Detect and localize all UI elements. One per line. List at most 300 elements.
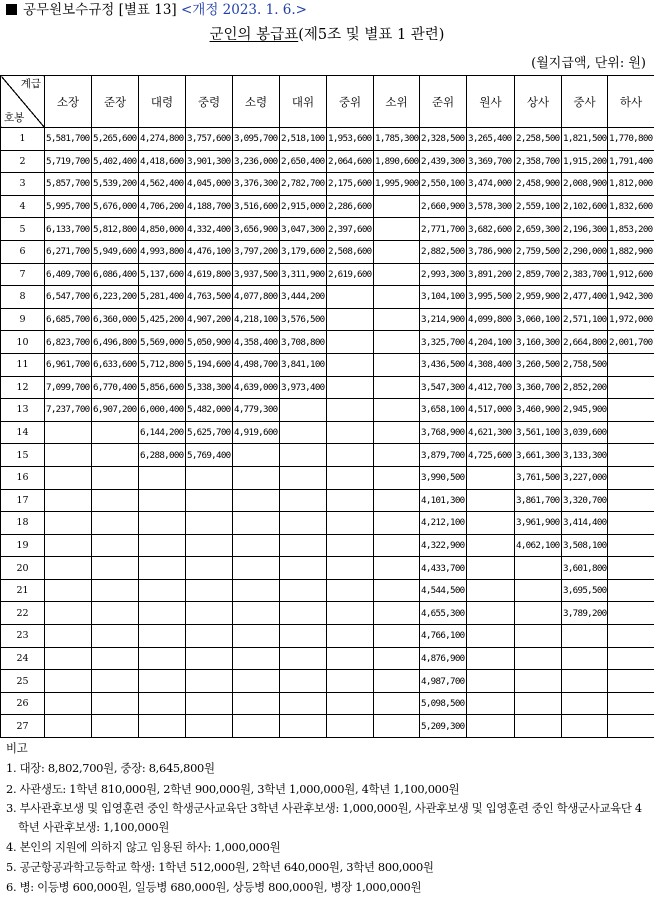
- salary-cell: 4,418,600: [139, 150, 186, 173]
- salary-cell: 3,227,000: [562, 466, 608, 489]
- salary-cell: 4,045,000: [186, 173, 233, 196]
- salary-cell: 2,993,300: [420, 263, 467, 286]
- salary-cell: [374, 670, 420, 693]
- table-row: [1, 579, 654, 602]
- salary-cell: 6,144,200: [139, 421, 186, 444]
- salary-cell: 1,953,600: [327, 128, 374, 151]
- salary-cell: 4,619,800: [186, 263, 233, 286]
- salary-cell: [515, 579, 562, 602]
- salary-cell: [327, 512, 374, 535]
- salary-cell: 4,101,300: [420, 489, 467, 512]
- salary-cell: 4,332,400: [186, 218, 233, 241]
- salary-cell: 2,286,600: [327, 195, 374, 218]
- salary-cell: 5,209,300: [420, 715, 467, 738]
- salary-cell: [186, 466, 233, 489]
- salary-cell: [374, 534, 420, 557]
- salary-cell: [467, 715, 515, 738]
- salary-cell: [186, 489, 233, 512]
- salary-cell: [186, 715, 233, 738]
- salary-cell: [280, 557, 327, 580]
- salary-cell: [562, 647, 608, 670]
- salary-cell: 3,547,300: [420, 376, 467, 399]
- column-header: 소령: [233, 76, 280, 128]
- table-row: [1, 670, 654, 693]
- step-number-cell: 1: [1, 128, 45, 151]
- salary-cell: [139, 534, 186, 557]
- salary-cell: 5,539,200: [92, 173, 139, 196]
- salary-cell: [92, 625, 139, 648]
- table-row: [1, 647, 654, 670]
- salary-cell: 3,995,500: [467, 286, 515, 309]
- salary-cell: 6,360,000: [92, 308, 139, 331]
- salary-cell: [280, 466, 327, 489]
- step-number-cell: 10: [1, 331, 45, 354]
- salary-cell: 2,550,100: [420, 173, 467, 196]
- table-row: [1, 399, 654, 422]
- salary-cell: 2,782,700: [280, 173, 327, 196]
- salary-cell: 4,639,000: [233, 376, 280, 399]
- salary-cell: 6,547,700: [45, 286, 92, 309]
- step-number-cell: 26: [1, 692, 45, 715]
- step-number-cell: 22: [1, 602, 45, 625]
- table-row: [1, 557, 654, 580]
- salary-cell: 3,160,300: [515, 331, 562, 354]
- salary-cell: 3,861,700: [515, 489, 562, 512]
- salary-cell: 5,338,300: [186, 376, 233, 399]
- salary-cell: 7,237,700: [45, 399, 92, 422]
- salary-cell: [374, 715, 420, 738]
- salary-cell: [233, 489, 280, 512]
- salary-cell: [327, 353, 374, 376]
- salary-cell: [233, 557, 280, 580]
- salary-cell: 3,325,700: [420, 331, 467, 354]
- step-number-cell: 16: [1, 466, 45, 489]
- salary-cell: 1,812,000: [608, 173, 654, 196]
- salary-cell: [374, 489, 420, 512]
- salary-cell: [608, 625, 654, 648]
- salary-cell: 4,544,500: [420, 579, 467, 602]
- salary-cell: 3,516,600: [233, 195, 280, 218]
- salary-cell: [92, 579, 139, 602]
- salary-cell: 2,859,700: [515, 263, 562, 286]
- salary-cell: [515, 692, 562, 715]
- salary-cell: 7,099,700: [45, 376, 92, 399]
- document-header: [6, 0, 307, 20]
- salary-cell: [608, 602, 654, 625]
- table-row: [1, 240, 654, 263]
- salary-cell: [45, 512, 92, 535]
- salary-cell: 3,060,100: [515, 308, 562, 331]
- salary-cell: [374, 263, 420, 286]
- salary-cell: [139, 489, 186, 512]
- salary-cell: [186, 670, 233, 693]
- salary-cell: [562, 670, 608, 693]
- salary-cell: 2,664,800: [562, 331, 608, 354]
- salary-cell: [233, 715, 280, 738]
- salary-cell: 4,993,800: [139, 240, 186, 263]
- salary-cell: [467, 512, 515, 535]
- salary-cell: [327, 670, 374, 693]
- salary-cell: 1,942,300: [608, 286, 654, 309]
- step-number-cell: 4: [1, 195, 45, 218]
- salary-cell: 1,995,900: [374, 173, 420, 196]
- salary-cell: 3,360,700: [515, 376, 562, 399]
- salary-cell: [608, 512, 654, 535]
- salary-cell: [186, 602, 233, 625]
- salary-cell: [467, 489, 515, 512]
- salary-cell: 4,412,700: [467, 376, 515, 399]
- salary-cell: [515, 557, 562, 580]
- salary-cell: 5,856,600: [139, 376, 186, 399]
- salary-cell: [92, 647, 139, 670]
- salary-cell: [467, 534, 515, 557]
- salary-cell: [327, 399, 374, 422]
- salary-cell: 3,601,800: [562, 557, 608, 580]
- salary-cell: [45, 557, 92, 580]
- salary-cell: [280, 489, 327, 512]
- table-row: [1, 263, 654, 286]
- salary-cell: 3,841,100: [280, 353, 327, 376]
- salary-cell: [374, 625, 420, 648]
- note-item: 6. 병: 이등병 600,000원, 일등병 680,000원, 상등병 800,000원, 병장 1,000,000원: [6, 877, 651, 897]
- salary-cell: 2,559,100: [515, 195, 562, 218]
- salary-cell: [233, 579, 280, 602]
- salary-cell: 5,098,500: [420, 692, 467, 715]
- salary-cell: [45, 444, 92, 467]
- salary-cell: [327, 534, 374, 557]
- salary-cell: [327, 466, 374, 489]
- note-item: 2. 사관생도: 1학년 810,000원, 2학년 900,000원, 3학년 1,000,000원, 4학년 1,100,000원: [6, 779, 651, 799]
- salary-cell: 6,086,400: [92, 263, 139, 286]
- salary-cell: [374, 376, 420, 399]
- salary-cell: [374, 353, 420, 376]
- table-row: [1, 195, 654, 218]
- salary-cell: 1,915,200: [562, 150, 608, 173]
- step-number-cell: 11: [1, 353, 45, 376]
- salary-cell: 2,882,500: [420, 240, 467, 263]
- salary-cell: [233, 647, 280, 670]
- salary-cell: 4,476,100: [186, 240, 233, 263]
- salary-cell: [280, 715, 327, 738]
- column-header: 중위: [327, 76, 374, 128]
- table-row: [1, 218, 654, 241]
- salary-cell: 4,919,600: [233, 421, 280, 444]
- table-corner-cell: [1, 76, 45, 128]
- salary-cell: [92, 489, 139, 512]
- salary-cell: 4,562,400: [139, 173, 186, 196]
- salary-cell: 3,265,400: [467, 128, 515, 151]
- salary-cell: 5,995,700: [45, 195, 92, 218]
- salary-cell: [186, 534, 233, 557]
- salary-cell: 1,882,900: [608, 240, 654, 263]
- salary-cell: 3,990,500: [420, 466, 467, 489]
- salary-cell: [608, 376, 654, 399]
- salary-cell: [233, 692, 280, 715]
- salary-cell: [467, 625, 515, 648]
- salary-cell: [92, 557, 139, 580]
- salary-cell: [45, 670, 92, 693]
- salary-cell: 6,288,000: [139, 444, 186, 467]
- salary-cell: [327, 647, 374, 670]
- salary-cell: 5,719,700: [45, 150, 92, 173]
- salary-cell: 4,766,100: [420, 625, 467, 648]
- salary-cell: [139, 602, 186, 625]
- salary-cell: 5,857,700: [45, 173, 92, 196]
- salary-cell: [374, 466, 420, 489]
- salary-cell: [139, 625, 186, 648]
- salary-cell: 2,915,000: [280, 195, 327, 218]
- salary-cell: [467, 692, 515, 715]
- salary-cell: [45, 579, 92, 602]
- table-row: [1, 353, 654, 376]
- step-number-cell: 8: [1, 286, 45, 309]
- salary-cell: 2,102,600: [562, 195, 608, 218]
- salary-cell: 6,685,700: [45, 308, 92, 331]
- salary-cell: [139, 579, 186, 602]
- salary-cell: 3,656,900: [233, 218, 280, 241]
- salary-cell: 4,322,900: [420, 534, 467, 557]
- step-number-cell: 5: [1, 218, 45, 241]
- salary-cell: 2,064,600: [327, 150, 374, 173]
- column-header: 하사: [608, 76, 654, 128]
- salary-cell: 5,949,600: [92, 240, 139, 263]
- salary-cell: [139, 557, 186, 580]
- salary-cell: 5,425,200: [139, 308, 186, 331]
- salary-cell: 3,561,100: [515, 421, 562, 444]
- salary-cell: 2,659,300: [515, 218, 562, 241]
- salary-cell: [608, 670, 654, 693]
- salary-cell: 1,791,400: [608, 150, 654, 173]
- salary-cell: 2,650,400: [280, 150, 327, 173]
- salary-cell: 3,369,700: [467, 150, 515, 173]
- step-number-cell: 17: [1, 489, 45, 512]
- step-number-cell: 15: [1, 444, 45, 467]
- salary-cell: [280, 399, 327, 422]
- black-square-bullet-icon: [6, 4, 17, 15]
- salary-cell: 5,769,400: [186, 444, 233, 467]
- table-row: [1, 128, 654, 151]
- salary-cell: [280, 625, 327, 648]
- salary-cell: 5,194,600: [186, 353, 233, 376]
- salary-cell: 3,658,100: [420, 399, 467, 422]
- step-number-cell: 20: [1, 557, 45, 580]
- salary-cell: 3,891,200: [467, 263, 515, 286]
- salary-cell: [374, 286, 420, 309]
- table-row: [1, 376, 654, 399]
- salary-cell: 2,383,700: [562, 263, 608, 286]
- salary-cell: 4,308,400: [467, 353, 515, 376]
- notes-section: [6, 738, 651, 898]
- salary-cell: 2,477,400: [562, 286, 608, 309]
- salary-cell: [92, 466, 139, 489]
- salary-cell: 2,508,600: [327, 240, 374, 263]
- salary-cell: [515, 625, 562, 648]
- salary-cell: 4,204,100: [467, 331, 515, 354]
- salary-cell: 4,876,900: [420, 647, 467, 670]
- step-number-cell: 25: [1, 670, 45, 693]
- salary-cell: [608, 534, 654, 557]
- salary-cell: 5,625,700: [186, 421, 233, 444]
- salary-cell: [280, 512, 327, 535]
- title-main: 군인의 봉급표: [210, 27, 299, 43]
- salary-cell: 4,077,800: [233, 286, 280, 309]
- column-header: 원사: [467, 76, 515, 128]
- salary-cell: 6,133,700: [45, 218, 92, 241]
- salary-cell: [186, 579, 233, 602]
- salary-cell: [92, 670, 139, 693]
- salary-cell: [280, 579, 327, 602]
- salary-cell: 3,508,100: [562, 534, 608, 557]
- salary-cell: [467, 647, 515, 670]
- salary-cell: [608, 466, 654, 489]
- salary-cell: 3,682,600: [467, 218, 515, 241]
- salary-cell: 4,188,700: [186, 195, 233, 218]
- salary-cell: [374, 444, 420, 467]
- salary-cell: [515, 602, 562, 625]
- salary-cell: 3,214,900: [420, 308, 467, 331]
- salary-cell: 3,260,500: [515, 353, 562, 376]
- salary-cell: [374, 557, 420, 580]
- salary-cell: 2,758,500: [562, 353, 608, 376]
- step-number-cell: 18: [1, 512, 45, 535]
- step-number-cell: 19: [1, 534, 45, 557]
- salary-cell: [327, 376, 374, 399]
- salary-cell: 3,444,200: [280, 286, 327, 309]
- law-name: 공무원보수규정: [23, 2, 114, 18]
- salary-cell: 4,763,500: [186, 286, 233, 309]
- salary-cell: [467, 579, 515, 602]
- table-row: [1, 625, 654, 648]
- column-header: 소위: [374, 76, 420, 128]
- salary-cell: 6,823,700: [45, 331, 92, 354]
- salary-cell: 2,571,100: [562, 308, 608, 331]
- salary-cell: 2,175,600: [327, 173, 374, 196]
- salary-cell: [92, 692, 139, 715]
- salary-cell: 3,095,700: [233, 128, 280, 151]
- salary-cell: 2,959,900: [515, 286, 562, 309]
- table-row: [1, 421, 654, 444]
- salary-cell: [92, 421, 139, 444]
- salary-cell: [374, 579, 420, 602]
- salary-cell: [608, 579, 654, 602]
- salary-cell: 1,890,600: [374, 150, 420, 173]
- title-sub: (제5조 및 별표 1 관련): [298, 27, 444, 43]
- salary-cell: 4,517,000: [467, 399, 515, 422]
- salary-cell: 2,196,300: [562, 218, 608, 241]
- salary-cell: [233, 444, 280, 467]
- column-header: 소장: [45, 76, 92, 128]
- salary-cell: 3,708,800: [280, 331, 327, 354]
- column-header: 대위: [280, 76, 327, 128]
- table-row: [1, 286, 654, 309]
- salary-cell: [608, 421, 654, 444]
- salary-cell: 4,725,600: [467, 444, 515, 467]
- salary-cell: 5,265,600: [92, 128, 139, 151]
- salary-cell: [327, 557, 374, 580]
- table-header-row: [1, 76, 654, 128]
- step-number-cell: 9: [1, 308, 45, 331]
- salary-cell: 2,619,600: [327, 263, 374, 286]
- salary-cell: [92, 444, 139, 467]
- salary-cell: 6,633,600: [92, 353, 139, 376]
- salary-cell: 2,458,900: [515, 173, 562, 196]
- salary-cell: [374, 331, 420, 354]
- salary-cell: 4,850,000: [139, 218, 186, 241]
- salary-cell: 2,001,700: [608, 331, 654, 354]
- salary-cell: [233, 602, 280, 625]
- salary-cell: 1,972,000: [608, 308, 654, 331]
- salary-cell: [280, 444, 327, 467]
- salary-cell: 3,797,200: [233, 240, 280, 263]
- salary-cell: [139, 692, 186, 715]
- salary-cell: 2,945,900: [562, 399, 608, 422]
- table-row: [1, 444, 654, 467]
- salary-cell: [280, 670, 327, 693]
- table-row: [1, 489, 654, 512]
- salary-cell: 2,397,600: [327, 218, 374, 241]
- salary-cell: 1,832,600: [608, 195, 654, 218]
- salary-cell: [186, 692, 233, 715]
- step-number-cell: 27: [1, 715, 45, 738]
- salary-cell: [233, 534, 280, 557]
- salary-cell: [233, 512, 280, 535]
- salary-cell: 3,436,500: [420, 353, 467, 376]
- salary-cell: 4,655,300: [420, 602, 467, 625]
- salary-cell: 4,099,800: [467, 308, 515, 331]
- salary-cell: 5,676,000: [92, 195, 139, 218]
- salary-cell: 5,712,800: [139, 353, 186, 376]
- salary-cell: 4,498,700: [233, 353, 280, 376]
- salary-cell: [139, 670, 186, 693]
- step-number-cell: 24: [1, 647, 45, 670]
- salary-cell: [327, 421, 374, 444]
- salary-cell: [233, 670, 280, 693]
- salary-cell: [45, 602, 92, 625]
- salary-cell: 3,236,000: [233, 150, 280, 173]
- salary-cell: [280, 534, 327, 557]
- salary-cell: [327, 331, 374, 354]
- salary-cell: 1,912,600: [608, 263, 654, 286]
- salary-cell: 2,008,900: [562, 173, 608, 196]
- salary-cell: 2,771,700: [420, 218, 467, 241]
- salary-cell: 3,474,000: [467, 173, 515, 196]
- salary-cell: [92, 602, 139, 625]
- salary-cell: [374, 195, 420, 218]
- salary-cell: 3,460,900: [515, 399, 562, 422]
- salary-cell: [562, 692, 608, 715]
- salary-cell: 5,050,900: [186, 331, 233, 354]
- salary-cell: [608, 647, 654, 670]
- salary-cell: [45, 715, 92, 738]
- salary-cell: [280, 647, 327, 670]
- salary-cell: [608, 692, 654, 715]
- salary-cell: [45, 489, 92, 512]
- corner-step-label: 호봉: [4, 113, 24, 124]
- salary-cell: [327, 692, 374, 715]
- salary-cell: 6,000,400: [139, 399, 186, 422]
- salary-cell: 3,376,300: [233, 173, 280, 196]
- salary-cell: [374, 421, 420, 444]
- salary-cell: 3,320,700: [562, 489, 608, 512]
- salary-cell: 3,576,500: [280, 308, 327, 331]
- table-row: [1, 308, 654, 331]
- step-number-cell: 6: [1, 240, 45, 263]
- salary-cell: [327, 625, 374, 648]
- column-header: 대령: [139, 76, 186, 128]
- column-header: 준위: [420, 76, 467, 128]
- salary-cell: 2,290,000: [562, 240, 608, 263]
- salary-cell: 2,852,200: [562, 376, 608, 399]
